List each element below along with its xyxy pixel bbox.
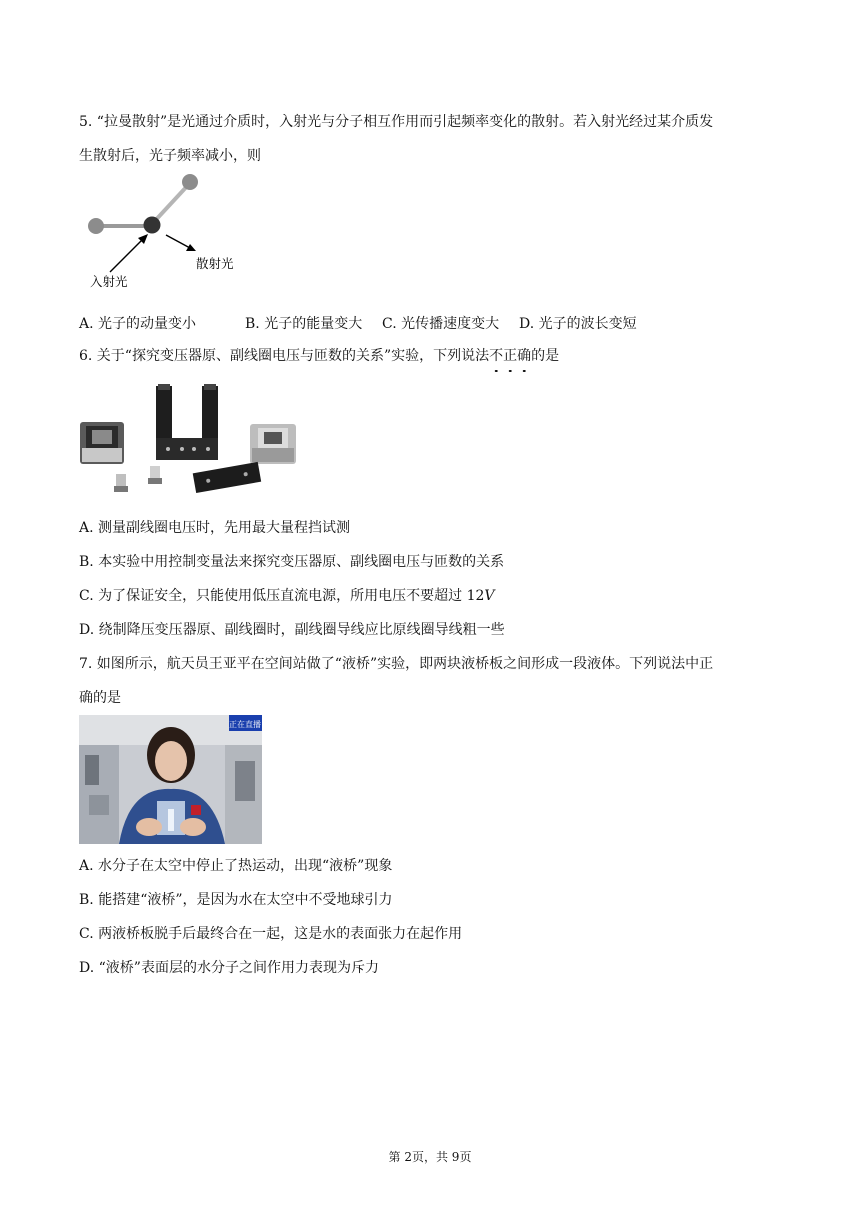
- q5-option-a: A. 光子的动量变小: [79, 316, 197, 332]
- q7-stem-line1: 7. 如图所示，航天员王亚平在空间站做了“液桥”实验，即两块液桥板之间形成一段液体。下列说法中正: [79, 656, 714, 672]
- q6-stem: 6. 关于“探究变压器原、副线圈电压与匝数的关系”实验，下列说法不正确的是: [79, 348, 560, 364]
- coil-left: [80, 422, 124, 464]
- molecule-left-ball: [88, 218, 104, 234]
- page-footer: 第 2页，共 9页: [388, 1150, 472, 1164]
- q7-stem-line2: 确的是: [79, 690, 121, 706]
- q5-option-d: D. 光子的波长变短: [519, 316, 637, 332]
- q5-option-b: B. 光子的能量变大: [245, 316, 363, 332]
- transformer-kit-photo: [78, 382, 304, 500]
- q5-stem-line1: 5. “拉曼散射”是光通过介质时，入射光与分子相互作用而引起频率变化的散射。若入射光经过某介质发: [79, 114, 714, 130]
- scattered-light-label: 散射光: [196, 256, 234, 271]
- live-badge-text: 正在直播: [229, 720, 261, 729]
- q7-option-a: A. 水分子在太空中停止了热运动，出现“液桥”现象: [79, 858, 393, 874]
- q6-option-d: D. 绕制降压变压器原、副线圈时，副线圈导线应比原线圈导线粗一些: [79, 622, 505, 638]
- incident-arrow: [110, 238, 144, 272]
- molecule-center-ball: [144, 217, 161, 234]
- coil-right: [250, 424, 296, 464]
- q5-option-c: C. 光传播速度变大: [382, 316, 500, 332]
- q7-option-d: D. “液桥”表面层的水分子之间作用力表现为斥力: [79, 960, 379, 976]
- u-shaped-core: [156, 384, 218, 460]
- terminal-posts: [114, 466, 162, 492]
- incident-light-label: 入射光: [90, 274, 128, 289]
- raman-scattering-diagram: [80, 168, 250, 293]
- q6-option-c: C. 为了保证安全，只能使用低压直流电源，所用电压不要超过 12V: [79, 588, 495, 604]
- q5-options: [79, 314, 637, 334]
- iron-bar: [193, 462, 261, 493]
- molecule-top-ball: [182, 174, 198, 190]
- q6-option-a: A. 测量副线圈电压时，先用最大量程挡试测: [79, 520, 351, 536]
- scattered-arrow: [166, 235, 190, 248]
- q7-option-b: B. 能搭建“液桥”，是因为水在太空中不受地球引力: [79, 892, 393, 908]
- liquid-bridge-photo: [79, 715, 262, 844]
- q6-option-b: B. 本实验中用控制变量法来探究变压器原、副线圈电压与匝数的关系: [79, 554, 505, 570]
- q7-option-c: C. 两液桥板脱手后最终合在一起，这是水的表面张力在起作用: [79, 926, 463, 942]
- q5-stem-line2: 生散射后，光子频率减小，则: [79, 148, 261, 164]
